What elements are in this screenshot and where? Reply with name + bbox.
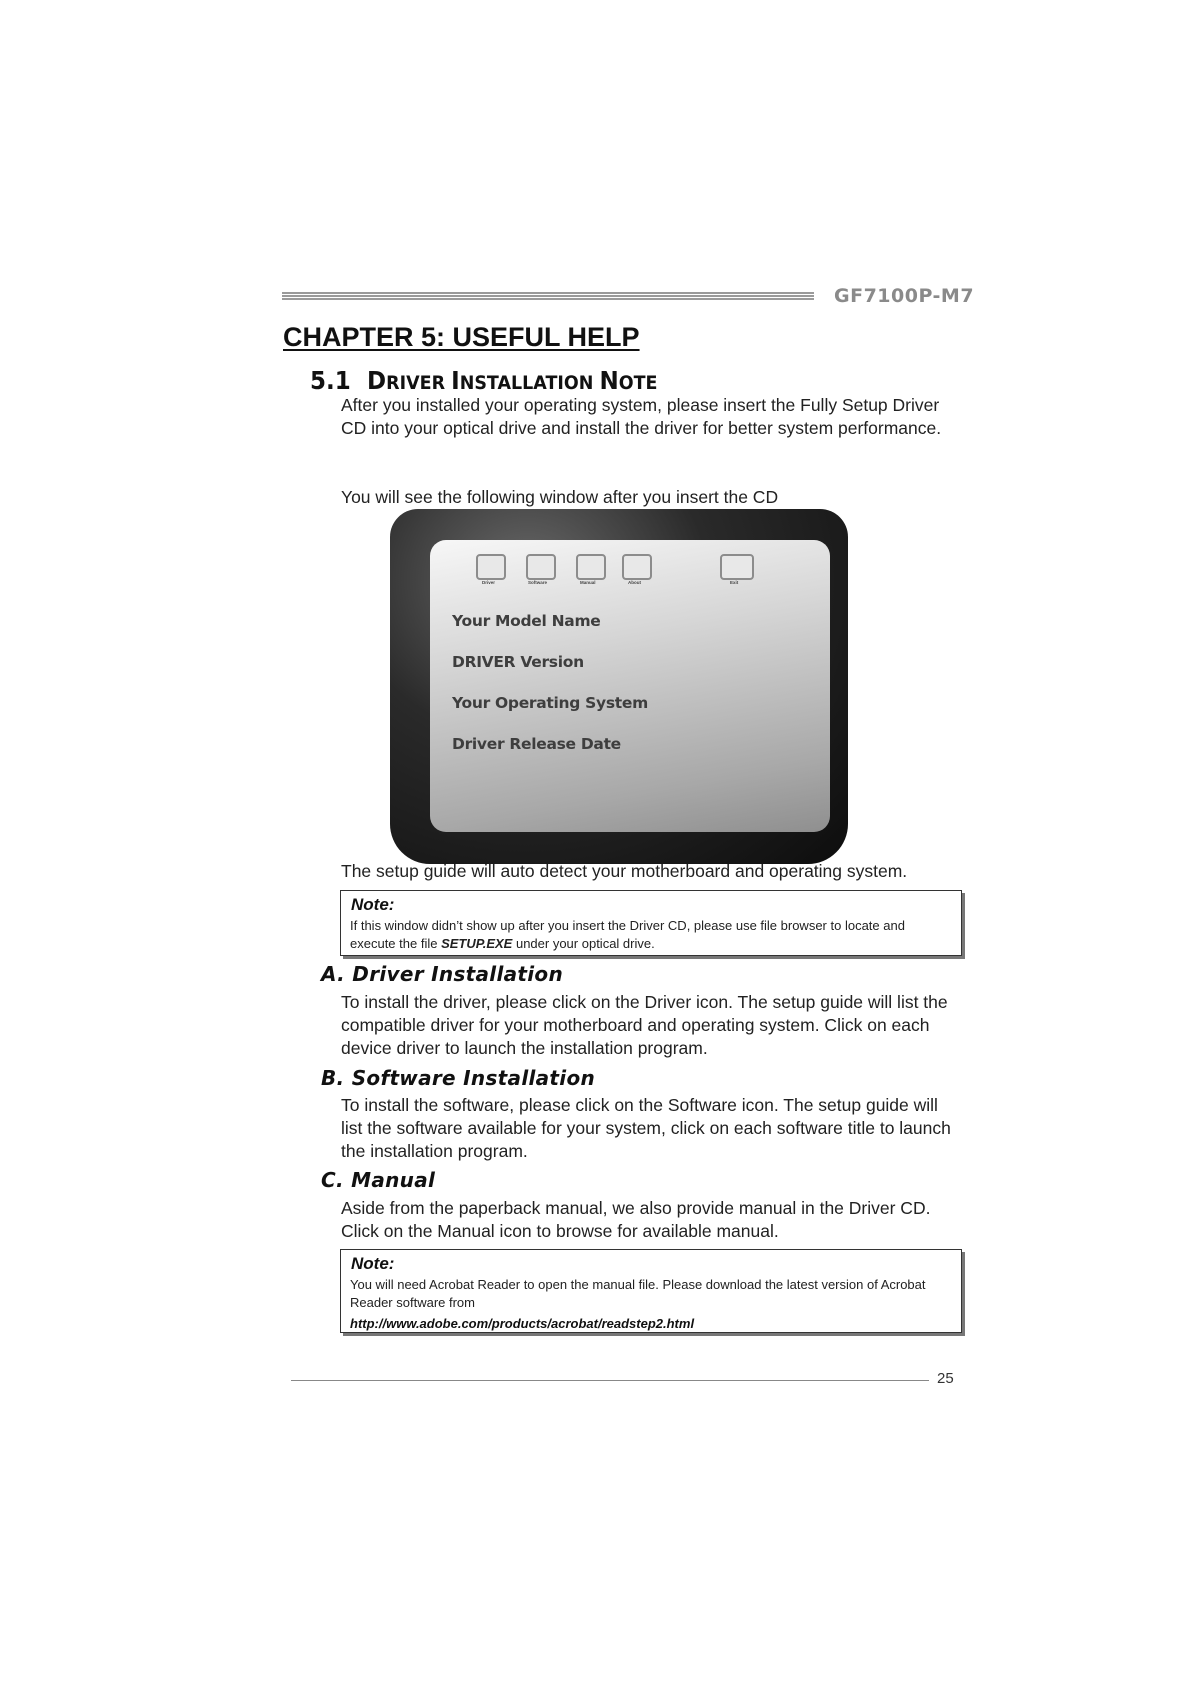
model-name: GF7100P-M7 bbox=[834, 285, 975, 307]
note-text-part: under your optical drive. bbox=[512, 936, 655, 951]
section-title-part: RIVER bbox=[386, 372, 452, 394]
after-image-text: The setup guide will auto detect your motherboard and operating system. bbox=[341, 861, 908, 881]
section-title-part: NSTALLATION bbox=[459, 372, 600, 394]
driver-installation-heading: A. Driver Installation bbox=[321, 962, 564, 986]
info-icon bbox=[622, 554, 652, 580]
cd-operating-system: Your Operating System bbox=[452, 694, 648, 712]
section-title-cap: D bbox=[367, 366, 387, 395]
note-text bbox=[350, 917, 953, 953]
setup-file-name: SETUP.EXE bbox=[441, 936, 513, 951]
cd-icon-label: About bbox=[628, 580, 641, 585]
cd-icon-label: Software bbox=[528, 580, 548, 585]
software-installation-body: To install the software, please click on the Software icon. The setup guide will list the software available for your system, click on each software title to launch the installation program. bbox=[341, 1095, 951, 1161]
manual-heading: C. Manual bbox=[321, 1168, 436, 1192]
note-title: Note: bbox=[351, 895, 395, 914]
intro-paragraph: After you installed your operating system, please insert the Fully Setup Driver CD into your optical drive and install the driver for better system performance. bbox=[341, 395, 942, 438]
page-number: 25 bbox=[937, 1370, 954, 1387]
cd-icon-label: Driver bbox=[482, 580, 496, 585]
section-heading bbox=[310, 366, 657, 395]
note-text: You will need Acrobat Reader to open the manual file. Please download the latest version of Acrobat Reader software from bbox=[350, 1277, 926, 1310]
note-title: Note: bbox=[351, 1254, 395, 1273]
manual-body: Aside from the paperback manual, we also provide manual in the Driver CD. Click on the Manual icon to browse for available manual. bbox=[341, 1198, 931, 1241]
book-icon bbox=[576, 554, 606, 580]
software-installation-heading: B. Software Installation bbox=[321, 1066, 596, 1090]
footer-rule bbox=[291, 1380, 929, 1381]
cd-icon-label: Manual bbox=[580, 580, 596, 585]
cd-icon-label: Exit bbox=[730, 580, 739, 585]
header-rule bbox=[282, 292, 814, 301]
exit-icon bbox=[720, 554, 754, 580]
note-box-1 bbox=[340, 890, 962, 956]
tools-icon bbox=[526, 554, 556, 580]
section-number: 5.1 bbox=[310, 366, 351, 395]
intro-window-text: You will see the following window after you insert the CD bbox=[341, 487, 779, 507]
chapter-title: CHAPTER 5: USEFUL HELP bbox=[283, 322, 640, 352]
cd-model-name: Your Model Name bbox=[452, 612, 601, 630]
driver-installation-body: To install the driver, please click on the Driver icon. The setup guide will list the compatible driver for your motherboard and operating system. Click on each device driver to launch the installation program. bbox=[341, 992, 948, 1058]
note-box-2 bbox=[340, 1249, 962, 1333]
section-title-cap: N bbox=[599, 366, 619, 395]
cd-release-date: Driver Release Date bbox=[452, 735, 621, 753]
section-title-part: OTE bbox=[618, 372, 658, 394]
note-text-part: If this window didn’t show up after you insert the Driver CD, please use file browser to locate and execute the file bbox=[350, 918, 905, 951]
monitor-icon bbox=[476, 554, 506, 580]
cd-window-screen bbox=[430, 540, 830, 832]
adobe-link[interactable]: http://www.adobe.com/products/acrobat/readstep2.html bbox=[350, 1316, 695, 1331]
cd-driver-version: DRIVER Version bbox=[452, 653, 584, 671]
section-title-cap: I bbox=[451, 366, 460, 395]
